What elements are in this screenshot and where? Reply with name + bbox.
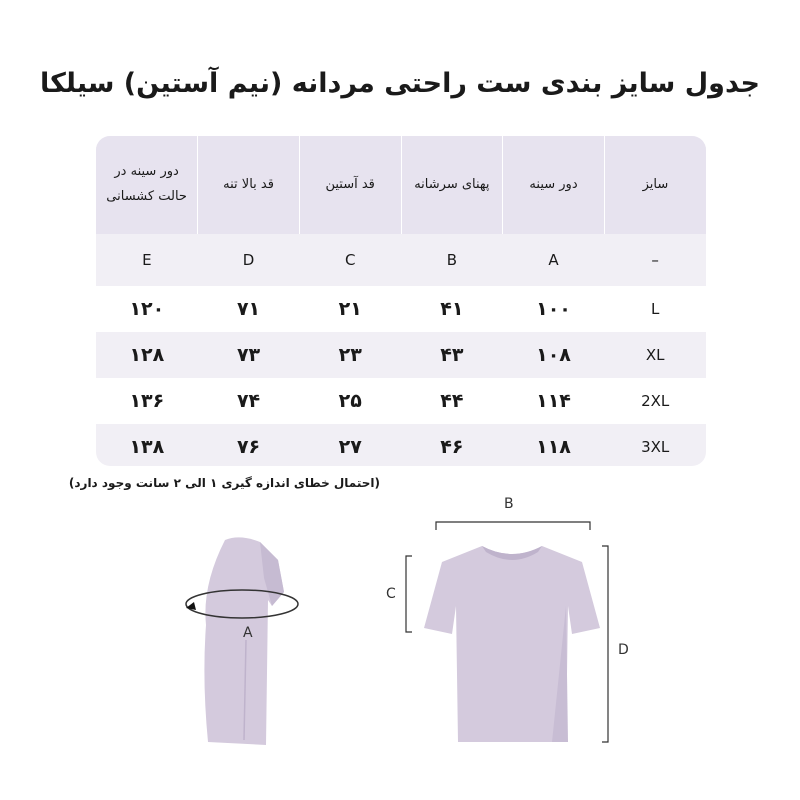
- table-cell: D: [242, 251, 255, 269]
- table-cell: B: [446, 251, 457, 269]
- size-table: [96, 136, 706, 466]
- table-cell: ۷۴: [198, 378, 300, 424]
- tshirt-front-view: [400, 510, 640, 750]
- label-d: D: [618, 642, 629, 658]
- table-cell: E: [142, 251, 152, 269]
- table-cell: ۴۱: [401, 286, 503, 332]
- table-cell: ۴۶: [440, 436, 464, 458]
- table-cell: ۱۱۸: [536, 436, 571, 458]
- label-c: C: [386, 586, 396, 602]
- table-cell: ۷۳: [236, 344, 261, 366]
- table-cell: ۱۲۰: [96, 286, 198, 332]
- table-cell: 3XL: [641, 438, 670, 456]
- header-size: سایز: [604, 136, 706, 234]
- table-cell: ۴۴: [401, 378, 503, 424]
- measurement-note: (احتمال خطای اندازه گیری ۱ الی ۲ سانت وجود دارد): [68, 476, 380, 490]
- table-cell: A: [548, 251, 559, 269]
- header-sleeve-length: قد آستین: [299, 136, 401, 234]
- table-cell: ۷۱: [198, 286, 300, 332]
- header-shoulder-width: پهنای سرشانه: [401, 136, 503, 234]
- table-cell: ۲۷: [338, 436, 362, 458]
- table-cell: C: [344, 251, 356, 269]
- table-header-row: [96, 136, 706, 234]
- table-cell: –: [651, 251, 659, 269]
- table-cell: ۱۰۸: [536, 344, 571, 366]
- table-row: [96, 378, 706, 424]
- table-cell: ۱۳۶: [96, 378, 198, 424]
- label-a: A: [243, 625, 253, 641]
- table-cell: XL: [645, 346, 665, 364]
- table-row: [96, 424, 706, 466]
- table-cell: ۱۱۴: [503, 378, 605, 424]
- header-stretched-chest: دور سینه در حالت کشسانی: [96, 136, 198, 234]
- table-cell: ۱۲۸: [129, 344, 165, 366]
- table-cell: ۲۳: [338, 344, 362, 366]
- table-cell: ۱۰۰: [503, 286, 605, 332]
- header-chest: دور سینه: [503, 136, 605, 234]
- table-cell: L: [604, 286, 706, 332]
- table-cell: 2XL: [604, 378, 706, 424]
- table-cell: ۱۳۸: [129, 436, 165, 458]
- label-b: B: [504, 496, 514, 512]
- table-cell: ۲۵: [299, 378, 401, 424]
- table-cell: ۲۱: [299, 286, 401, 332]
- table-row: [96, 234, 706, 286]
- table-row: [96, 332, 706, 378]
- header-body-length: قد بالا تنه: [198, 136, 300, 234]
- table-row: [96, 286, 706, 332]
- table-cell: ۷۶: [236, 436, 261, 458]
- table-cell: ۴۳: [440, 344, 464, 366]
- page-title: جدول سایز بندی ست راحتی مردانه (نیم آستین) سیلکا: [39, 68, 761, 99]
